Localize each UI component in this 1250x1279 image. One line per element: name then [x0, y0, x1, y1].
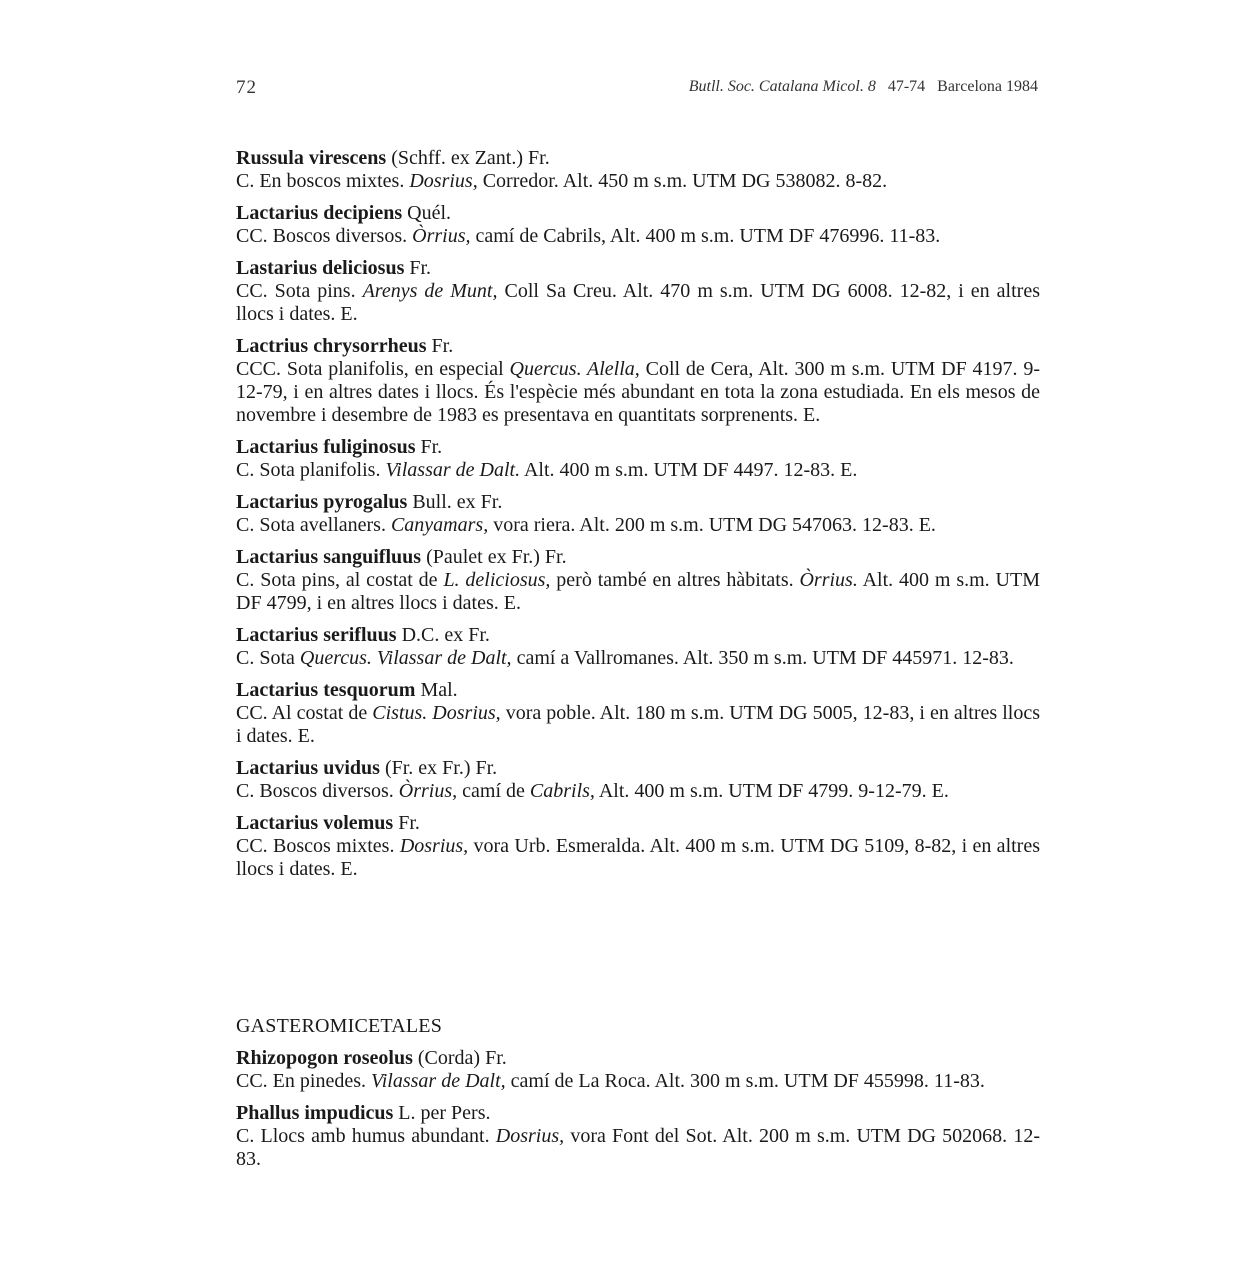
species-name: Lactarius pyrogalus [236, 491, 408, 513]
species-entry [236, 812, 1040, 881]
record-text: C. En boscos mixtes. [236, 170, 410, 192]
species-authority: (Schff. ex Zant.) Fr. [386, 147, 550, 169]
record-text: C. Sota pins, al costat de [236, 569, 444, 591]
record-text: Coll Sa Creu. Alt. 470 m s.m. UTM DG 6008. 12-82, i en altres llocs i dates. E. [236, 280, 1040, 325]
species-heading [236, 1047, 1040, 1070]
species-name: Lastarius deliciosus [236, 257, 405, 279]
italic-locality: Quercus. Vilassar de Dalt, [299, 647, 512, 669]
italic-locality: Vilassar de Dalt, [371, 1070, 506, 1092]
species-record [236, 225, 1040, 248]
species-record [236, 358, 1040, 427]
species-authority: Quél. [402, 202, 452, 224]
record-text: vora Font del Sot. Alt. 200 m s.m. UTM DG 502068. 12-83. [236, 1125, 1041, 1170]
record-text: C. Sota avellaners. [236, 514, 391, 536]
italic-locality: Òrrius, [398, 780, 458, 802]
species-heading [236, 679, 1040, 702]
italic-locality: Dosrius, [495, 1125, 565, 1147]
species-authority: (Corda) Fr. [412, 1047, 507, 1069]
species-entry [236, 1102, 1040, 1171]
italic-locality: Òrrius. [799, 569, 858, 591]
italic-locality: Dosrius, [399, 835, 469, 857]
species-entry [236, 335, 1040, 427]
record-text: CC. Boscos diversos. [236, 225, 413, 247]
species-name: Lactrius chrysorrheus [236, 335, 427, 357]
italic-locality: Canyamars, [390, 514, 489, 536]
record-text: Alt. 400 m s.m. UTM DF 4799. 9-12-79. E. [594, 780, 949, 802]
species-entry [236, 202, 1040, 248]
record-text: C. Boscos diversos. [236, 780, 399, 802]
species-entry [236, 147, 1040, 193]
species-heading [236, 147, 1040, 170]
species-heading [236, 624, 1040, 647]
species-record [236, 170, 1040, 193]
species-name: Lactarius sanguifluus [236, 546, 422, 568]
species-entry [236, 257, 1040, 326]
page-range: 47-74 [887, 78, 926, 95]
section-heading: GASTEROMICETALES [236, 1015, 443, 1037]
record-text: CC. En pinedes. [236, 1070, 371, 1092]
species-record [236, 459, 1040, 482]
record-text: C. Sota planifolis. [236, 459, 386, 481]
species-name: Rhizopogon roseolus [236, 1047, 413, 1069]
running-header [689, 78, 1038, 96]
species-heading [236, 1102, 1040, 1125]
species-record [236, 1125, 1040, 1171]
record-text: CC. Boscos mixtes. [236, 835, 400, 857]
record-text: CC. Al costat de [236, 702, 373, 724]
record-text: vora riera. Alt. 200 m s.m. UTM DG 547063. 12-83. E. [488, 514, 936, 536]
species-authority: (Paulet ex Fr.) Fr. [421, 546, 567, 568]
record-text: Alt. 400 m s.m. UTM DF 4497. 12-83. E. [520, 459, 858, 481]
section-gasteromicetales [236, 1015, 1040, 1180]
record-text: C. Sota [236, 647, 300, 669]
species-name: Lactarius fuliginosus [236, 436, 416, 458]
journal-citation: Butll. Soc. Catalana Micol. 8 [688, 78, 876, 95]
species-entry [236, 546, 1040, 615]
record-text: Corredor. Alt. 450 m s.m. UTM DG 538082. 8-82. [477, 170, 888, 192]
species-heading [236, 812, 1040, 835]
italic-locality: Cabrils, [529, 780, 595, 802]
record-text: camí de Cabrils, Alt. 400 m s.m. UTM DF 476996. 11-83. [470, 225, 941, 247]
italic-locality: L. deliciosus, [443, 569, 551, 591]
species-name: Lactarius volemus [236, 812, 394, 834]
species-list [236, 147, 1040, 890]
record-text: vora Urb. Esmeralda. Alt. 400 m s.m. UTM DG 5109, 8-82, i en altres llocs i dates. E. [236, 835, 1040, 880]
species-heading [236, 757, 1040, 780]
species-heading [236, 335, 1040, 358]
species-heading [236, 436, 1040, 459]
record-text: Alt. 400 m s.m. UTM DF 4799, i en altres llocs i dates. E. [236, 569, 1040, 614]
species-record [236, 514, 1040, 537]
record-text: CC. Sota pins. [236, 280, 363, 302]
place-year: Barcelona 1984 [937, 78, 1038, 95]
record-text: camí de La Roca. Alt. 300 m s.m. UTM DF 455998. 11-83. [505, 1070, 985, 1092]
species-authority: Fr. [404, 257, 432, 279]
species-entry [236, 1047, 1040, 1093]
species-entry [236, 757, 1040, 803]
italic-locality: Vilassar de Dalt. [385, 459, 521, 481]
species-authority: Bull. ex Fr. [407, 491, 503, 513]
italic-locality: Arenys de Munt, [362, 280, 498, 302]
italic-locality: Quercus. Alella, [509, 358, 640, 380]
species-record [236, 1070, 1040, 1093]
species-name: Russula virescens [236, 147, 387, 169]
species-entry [236, 624, 1040, 670]
record-text: Coll de Cera, Alt. 300 m s.m. UTM DF 4197. 9-12-79, i en altres dates i llocs. És l'espècie més abundant en tota la zona estudiada. En els mesos de novembre i desembre de 1983 es presentava en quantitats sorprenents. E. [236, 358, 1041, 426]
species-record [236, 780, 1040, 803]
record-text: vora poble. Alt. 180 m s.m. UTM DG 5005, 12-83, i en altres llocs i dates. E. [236, 702, 1040, 747]
species-name: Lactarius decipiens [236, 202, 403, 224]
species-authority: Fr. [393, 812, 420, 834]
species-authority: Mal. [415, 679, 458, 701]
species-name: Lactarius uvidus [236, 757, 380, 779]
italic-locality: Dosrius, [409, 170, 478, 192]
species-name: Lactarius tesquorum [236, 679, 416, 701]
species-record [236, 835, 1040, 881]
species-heading [236, 202, 1040, 225]
section-species-list [236, 1047, 1040, 1171]
record-text: C. Llocs amb humus abundant. [236, 1125, 496, 1147]
species-name: Lactarius serifluus [236, 624, 397, 646]
species-authority: Fr. [415, 436, 443, 458]
species-entry [236, 436, 1040, 482]
species-authority: D.C. ex Fr. [396, 624, 490, 646]
species-record [236, 280, 1040, 326]
italic-locality: Òrrius, [412, 225, 471, 247]
species-entry [236, 491, 1040, 537]
species-authority: (Fr. ex Fr.) Fr. [379, 757, 498, 779]
species-record [236, 647, 1040, 670]
record-text: camí de [457, 780, 530, 802]
species-record [236, 702, 1040, 748]
record-text: camí a Vallromanes. Alt. 350 m s.m. UTM DF 445971. 12-83. [511, 647, 1014, 669]
record-text: CCC. Sota planifolis, en especial [236, 358, 510, 380]
species-heading [236, 491, 1040, 514]
species-authority: Fr. [426, 335, 454, 357]
species-heading [236, 546, 1040, 569]
page-number: 72 [236, 77, 257, 98]
species-name: Phallus impudicus [236, 1102, 394, 1124]
record-text: però també en altres hàbitats. [550, 569, 800, 591]
species-record [236, 569, 1040, 615]
species-authority: L. per Pers. [393, 1102, 491, 1124]
species-heading [236, 257, 1040, 280]
italic-locality: Cistus. Dosrius, [372, 702, 501, 724]
species-entry [236, 679, 1040, 748]
